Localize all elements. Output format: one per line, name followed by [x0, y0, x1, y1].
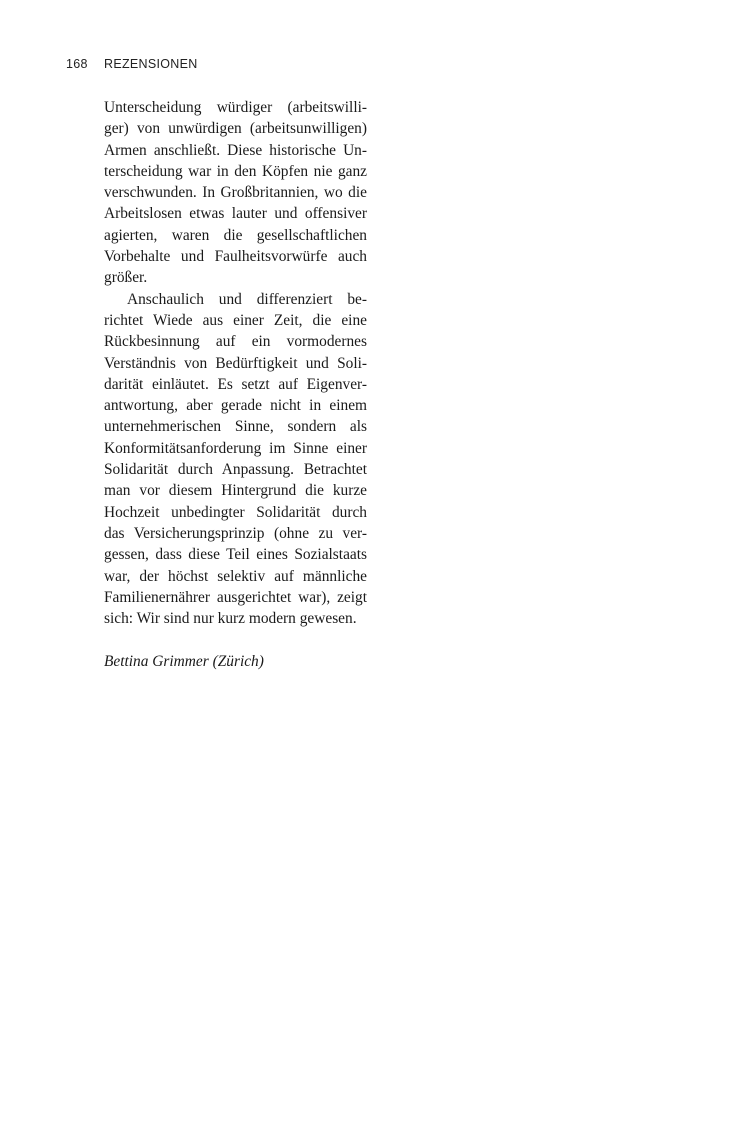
- text-line: Arbeitslosen etwas lauter und offensiver: [104, 205, 367, 223]
- text-line: gessen, dass diese Teil eines Sozialstaats: [104, 546, 367, 564]
- text-line: Hochzeit unbedingter Solidarität durch: [104, 503, 367, 521]
- text-line: Rückbesinnung auf ein vormodernes: [104, 333, 367, 351]
- text-line: terscheidung war in den Köpfen nie ganz: [104, 162, 367, 180]
- text-line: größer.: [104, 269, 148, 287]
- text-line: Familienernährer ausgerichtet war), zeigt: [104, 588, 367, 606]
- text-line: man vor diesem Hintergrund die kurze: [104, 482, 367, 500]
- text-line: Unterscheidung würdiger (arbeitswilli-: [104, 99, 367, 116]
- text-line: Vorbehalte und Faulheitsvorwürfe auch: [104, 248, 367, 266]
- text-line: ger) von unwürdigen (arbeitsunwilligen): [104, 120, 367, 138]
- text-line: Armen anschließt. Diese historische Un-: [104, 141, 367, 159]
- reviewer-signature: Bettina Grimmer (Zürich): [104, 653, 264, 670]
- text-line: richtet Wiede aus einer Zeit, die eine: [104, 311, 367, 329]
- text-line: antwortung, aber gerade nicht in einem: [104, 397, 367, 415]
- text-line: darität einläutet. Es setzt auf Eigenver-: [104, 375, 367, 393]
- text-line: Solidarität durch Anpassung. Betrachtet: [104, 461, 367, 479]
- section-title: REZENSIONEN: [104, 57, 198, 71]
- running-header: [66, 57, 198, 71]
- text-line: sich: Wir sind nur kurz modern gewesen.: [104, 610, 357, 628]
- review-text: [104, 97, 367, 629]
- paragraph-2: [104, 289, 367, 630]
- text-line: Anschaulich und differenziert be-: [127, 290, 367, 308]
- text-line: Verständnis von Bedürftigkeit und Soli-: [104, 354, 367, 372]
- text-line: Konformitätsanforderung im Sinne einer: [104, 439, 367, 457]
- text-line: unternehmerischen Sinne, sondern als: [104, 418, 367, 436]
- text-line: das Versicherungsprinzip (ohne zu ver-: [104, 524, 367, 542]
- text-line: verschwunden. In Großbritannien, wo die: [104, 184, 367, 202]
- text-line: war, der höchst selektiv auf männliche: [104, 567, 367, 585]
- paragraph-1: [104, 97, 367, 289]
- text-line: agierten, waren die gesellschaftlichen: [104, 226, 367, 244]
- page-number: 168: [66, 57, 88, 71]
